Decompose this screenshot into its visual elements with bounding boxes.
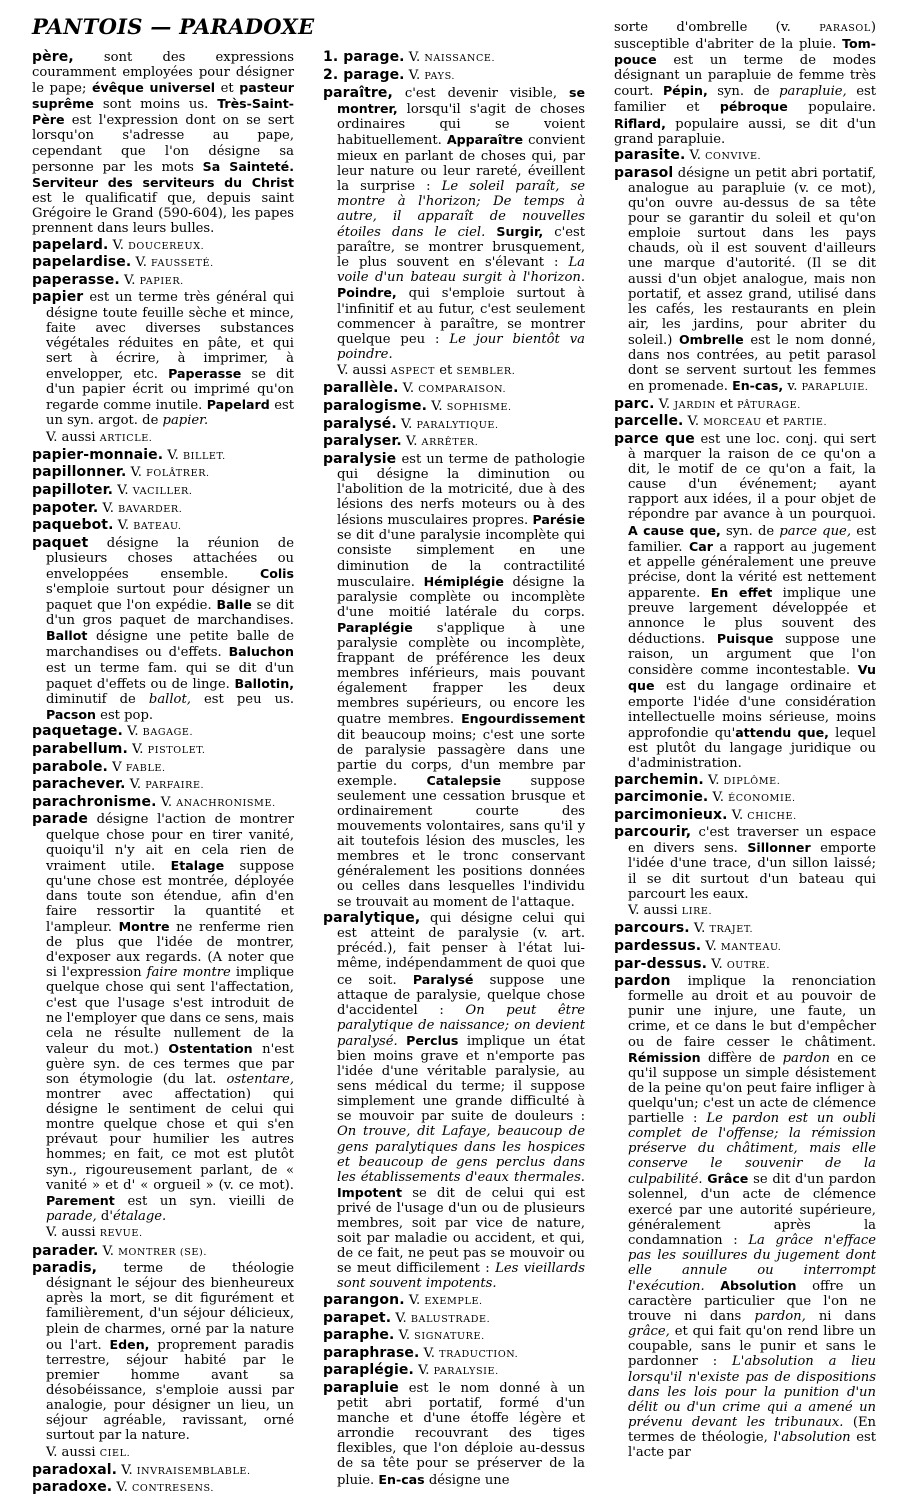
entry-parage-1: 1. parage. V. NAISSANCE. [323,49,496,65]
entry-papillonner: papillonner. V. FOLÂTRER. [32,464,210,481]
entry-parapluie-continuation: sorte d'ombrelle (v. PARASOL) susceptible d'abriter de la pluie. Tom-pouce est un terme de modes désignant un parapluie de femme très court. Pépin, syn. de parapluie, est familier et pébroque populaire. Riflard, populaire aussi, se dit d'un grand parapluie. [614,20,876,147]
entry-papier: papier est un terme très général qui désigne toute feuille sèche et mince, faite avec diverses substances végétales réduites en pâte, et qui sert à écrire, à imprimer, à envelopper, etc. Paperasse se dit d'un papier écrit ou imprimé qu'on regarde comme inutile. Papelard est un syn. argot. de papier. [32,289,295,429]
entry-papoter: papoter. V. BAVARDER. [32,499,183,516]
entry-parasol: parasol désigne un petit abri portatif, analogue au parapluie (v. ce mot), qu'on ouvre au-dessus de sa tête pour se garantir du soleil et qu'on emploie surtout dans les pays chauds, où il est souvent d'ailleurs une marque d'autorité. (Il se dit aussi d'un objet analogue, mais non portatif, et assez grand, utilisé dans les cafés, les restaurants en plein air, les jardins, pour abriter du soleil.) Ombrelle est le nom donné, dans nos contrées, au petit parasol dont se servent surtout les femmes en promenade. En-cas, v. PARAPLUIE. [614,164,876,395]
entry-pere-continuation: père, sont des expressions couramment employées pour désigner le pape; évêque universel et pasteur suprême sont moins us. Très-Saint-Père est l'expression dont on se sert lorsqu'on s'adresse au pape, cependant que l'on désigne sa personne par les mots Sa Sainteté. Serviteur des serviteurs du Christ est le qualificatif que, depuis saint Grégoire le Grand (590-604), les papes prennent dans leurs bulles. [32,49,295,237]
entry-papelardise: papelardise. V. FAUSSETÉ. [32,254,214,271]
entry-pardessus: pardessus. V. MANTEAU. [614,937,782,954]
entry-parage-2: 2. parage. V. PAYS. [323,66,456,83]
entry-paralysie: paralysie est un terme de pathologie qui désigne la diminution ou l'abolition de la motricité, due à des lésions des nerfs moteurs ou à des lésions musculaires propres. Parésie se dit d'une paralysie incomplète qui consiste simplement en une diminution de la contractilité musculaire. Hémiplégie désigne la paralysie complète ou incomplète d'une moitié latérale du corps. Paraplégie s'applique à une paralysie complète ou incomplète, frappant de préférence les deux membres inférieurs, mais pouvant également frapper les deux membres supérieurs, ou encore les quatre membres. Engourdissement dit beaucoup moins; c'est une sorte de paralysie passagère dans une partie du corps, d'un membre par exemple. Catalepsie suppose seulement une cessation brusque et ordinairement courte des mouvements volontaires, sans qu'il y ait toutefois lésion des muscles, les membres et le tronc conservant généralement les positions données ou celles dans lesquelles l'individu se trouvait au moment de l'attaque. [323,450,585,910]
entry-paquetage: paquetage. V. BAGAGE. [32,723,194,740]
entry-parcours: parcours. V. TRAJET. [614,920,754,937]
entry-paraphrase: paraphrase. V. TRADUCTION. [323,1344,519,1361]
see-also-paraitre: V. aussi ASPECT et SEMBLER. [337,363,516,379]
entry-parcelle: parcelle. V. MORCEAU et PARTIE. [614,413,828,430]
entry-paralyse: paralysé. V. PARALYTIQUE. [323,415,499,432]
entry-parabellum: parabellum. V. PISTOLET. [32,741,206,758]
page-header: PANTOIS — PARADOXE [32,14,315,39]
entry-parchemin: parchemin. V. DIPLÔME. [614,771,781,788]
entry-par-dessus: par-dessus. V. OUTRE. [614,955,771,972]
see-also-papier: V. aussi ARTICLE. [46,429,153,445]
entry-paquet: paquet désigne la réunion de plusieurs choses attachées ou enveloppées ensemble. Colis s'emploie surtout pour désigner un paquet que l'on expédie. Balle se dit d'un gros paquet de marchandises. Ballot désigne une petite balle de marchandises ou d'effets. Baluchon est un terme fam. qui se dit d'un paquet d'effets ou de linge. Ballotin, diminutif de ballot, est peu us. Pacson est pop. [32,534,295,723]
column-1 [32,50,294,1498]
entry-paraphe: paraphe. V. SIGNATURE. [323,1327,485,1344]
entry-paradoxal: paradoxal. V. INVRAISEMBLABLE. [32,1461,251,1478]
column-3 [614,20,876,1462]
entry-paraplegie: paraplégie. V. PARALYSIE. [323,1362,499,1379]
entry-paralogisme: paralogisme. V. SOPHISME. [323,398,512,415]
entry-parangon: parangon. V. EXEMPLE. [323,1292,483,1308]
column-2 [323,50,585,1489]
entry-parc: parc. V. JARDIN et PÂTURAGE. [614,395,801,412]
entry-parader: parader. V. MONTRER (SE). [32,1242,208,1259]
entry-paperasse: paperasse. V. PAPIER. [32,271,184,288]
entry-parapluie: parapluie est le nom donné à un petit abri portatif, formé d'un manche et d'une étoffe légère et arrondie recouvrant des tiges flexibles, que l'on déploie au-dessus de sa tête pour se préserver de la pluie. En-cas désigne une [323,1379,585,1488]
entry-parapet: parapet. V. BALUSTRADE. [323,1309,491,1326]
entry-papilloter: papilloter. V. VACILLER. [32,482,193,499]
entry-parcimonie: parcimonie. V. ÉCONOMIE. [614,789,796,806]
see-also-paradis: V. aussi CIEL. [46,1444,131,1460]
see-also-parade: V. aussi REVUE. [46,1225,143,1241]
entry-parachronisme: parachronisme. V. ANACHRONISME. [32,793,276,810]
see-also-parcourir: V. aussi LIRE. [628,903,713,919]
entry-parallele: parallèle. V. COMPARAISON. [323,380,507,397]
entry-paradis: paradis, terme de théologie désignant le séjour des bienheureux après la mort, se dit figurément et familièrement, d'un séjour délicieux, plein de charmes, orné par la nature ou l'art. Eden, proprement paradis terrestre, séjour habité par le premier homme avant sa désobéissance, s'emploie aussi par analogie, pour désigner un lieu, un séjour agréable, ravissant, orné surtout par la nature. [32,1260,294,1444]
entry-paralyser: paralyser. V. ARRÊTER. [323,433,479,450]
entry-parachever: parachever. V. PARFAIRE. [32,776,205,793]
entry-parce-que: parce que est une loc. conj. qui sert à marquer la raison de ce qu'on a dit, le motif de ce qu'on a fait, la cause d'un événement; ayant rapport aux idées, il a pour objet de répondre par avance à un pourquoi. A cause que, syn. de parce que, est familier. Car a rapport au jugement et appelle généralement une preuve précise, dont la vérité est nettement apparente. En effet implique une preuve largement développée et annonce le plus souvent des déductions. Puisque suppose une raison, un argument que l'on considère comme incontestable. Vu que est du langage ordinaire et emporte l'idée d'une considération intellectuelle moins sérieuse, moins approfondie qu'attendu que, lequel est plutôt du langage juridique ou d'administration. [614,430,877,771]
entry-parade: parade désigne l'action de montrer quelque chose pour en tirer vanité, quoiqu'il n'y ait en cela rien de vraiment utile. Etalage suppose qu'une chose est montrée, déployée dans toute son étendue, afin d'en faire ressortir la quantité et l'ampleur. Montre ne renferme rien de plus que l'idée de montrer, d'exposer aux regards. (A noter que si l'expression faire montre implique quelque chose qui sent l'affectation, c'est que l'usage s'est introduit de ne l'employer que dans ce sens, mais cela ne résulte nullement de la valeur du mot.) Ostentation n'est guère syn. de ces termes que par son étymologie (du lat. ostentare, montrer avec affectation) qui désigne le sentiment de celui qui montre quelque chose et qui s'en prévaut pour humilier les autres hommes; en fait, ce mot est plutôt syn., rigoureusement parlant, de « vanité » et d' « orgueil » (v. ce mot). Parement est un syn. vieilli de parade, d'étalage. [32,811,295,1224]
entry-paraitre: paraître, c'est devenir visible, se montrer, lorsqu'il s'agit de choses ordinaires qui se voient habituellement. Apparaître convient mieux en parlant de choses qui, par leur nature ou leur rareté, éveillent la surprise : Le soleil paraît, se montre à l'horizon; De temps à autre, il apparaît de nouvelles étoiles dans le ciel. Surgir, c'est paraître, se montrer brusquement, le plus souvent en s'élevant : La voile d'un bateau surgit à l'horizon. Poindre, qui s'emploie surtout à l'infinitif et au futur, c'est seulement commencer à paraître, se montrer quelque peu : Le jour bientôt va poindre. [323,85,585,362]
entry-paradoxe: paradoxe. V. CONTRESENS. [32,1479,215,1496]
entry-parcimonieux: parcimonieux. V. CHICHE. [614,806,797,823]
entry-pardon: pardon implique la renonciation formelle au droit et au pouvoir de punir une injure, une faute, un crime, et ce dans le but d'empêcher ou de faire cesser le châtiment. Rémission diffère de pardon en ce qu'il suppose un simple désistement de la peine qu'on peut faire infliger à quelqu'un; c'est un acte de clémence partielle : Le pardon est un oubli complet de l'offense; la rémission préserve du châtiment, mais elle conserve le souvenir de la culpabilité. Grâce se dit d'un pardon solennel, d'un acte de clémence exercé par une autorité supérieure, généralement après la condamnation : La grâce n'efface pas les souillures du jugement dont elle annule ou interrompt l'exécution. Absolution offre un caractère particulier que l'on ne trouve ni dans pardon, ni dans grâce, et qui fait qu'on rend libre un coupable, sans le punir et sans le pardonner : L'absolution a lieu lorsqu'il n'existe pas de dispositions dans les lois pour la punition d'un délit ou d'un crime qui a amené un prévenu devant les tribunaux. (En termes de théologie, l'absolution est l'acte par [614,973,877,1461]
entry-paralytique: paralytique, qui désigne celui qui est atteint de paralysie (v. art. précéd.), fait penser à l'état lui-même, indépendamment de quoi que ce soit. Paralysé suppose une attaque de paralysie, quelque chose d'accidentel : On peut être paralytique de naissance; on devient paralysé. Perclus implique un état bien moins grave et n'emporte pas l'idée d'une véritable paralysie, au sens médical du terme; il suppose simplement une grande difficulté à se mouvoir par suite de douleurs : On trouve, dit Lafaye, beaucoup de gens paralytiques dans les hospices et beaucoup de gens perclus dans les établissements d'eaux thermales. Impotent se dit de celui qui est privé de l'usage d'un ou de plusieurs membres, soit par vice de nature, soit par maladie ou accident, et qui, de ce fait, ne peut pas se mouvoir ou se meut difficilement : Les vieillards sont souvent impotents. [323,910,585,1292]
entry-papelard: papelard. V. DOUCEREUX. [32,236,205,253]
entry-parcourir: parcourir, c'est traverser un espace en divers sens. Sillonner emporte l'idée d'une trace, d'un sillon laissé; il se dit surtout d'un bateau qui parcourt les eaux. [614,824,877,902]
entry-papier-monnaie: papier-monnaie. V. BILLET. [32,446,226,463]
entry-paquebot: paquebot. V. BATEAU. [32,517,182,534]
entry-parabole: parabole. V FABLE. [32,758,166,775]
entry-parasite: parasite. V. CONVIVE. [614,147,762,164]
